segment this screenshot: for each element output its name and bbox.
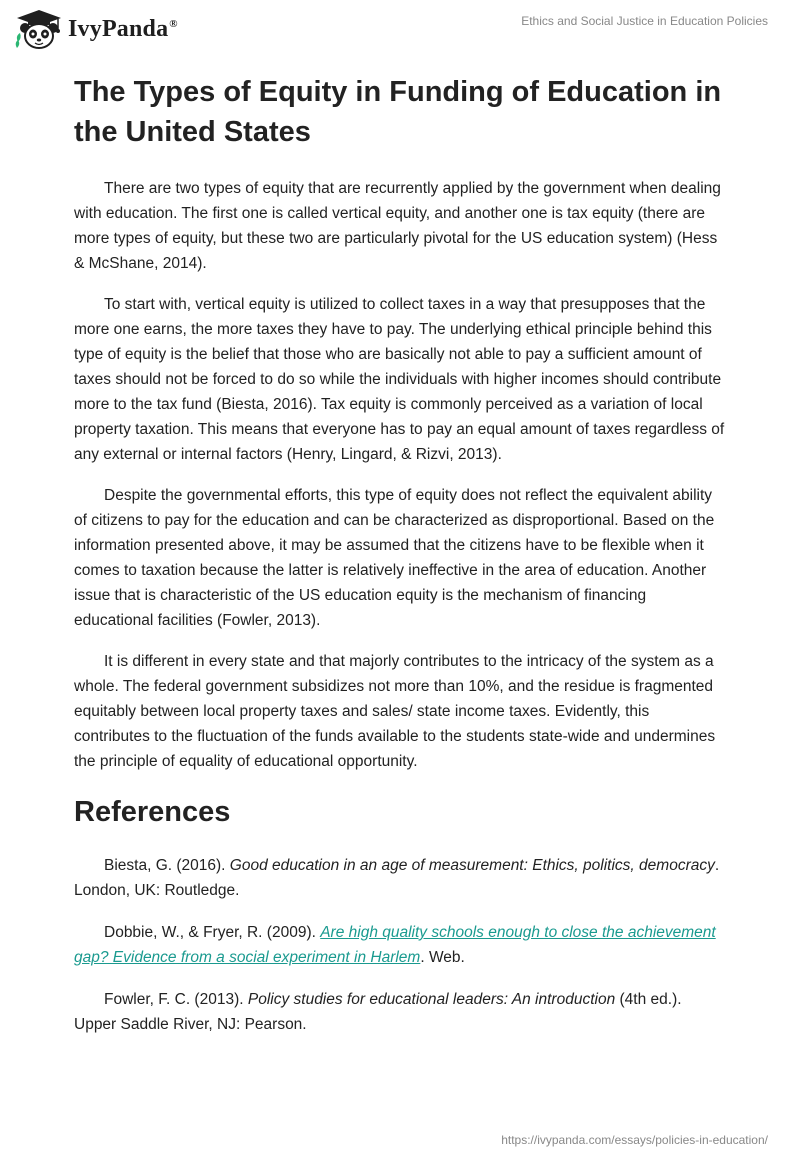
article-content xyxy=(74,72,728,1054)
article-paragraph-1: There are two types of equity that are recurrently applied by the government when dealing with education. The first one is called vertical equity, and another one is tax equity (there are more types of equity, but these two are particularly pivotal for the US education system) (Hess & McShane, 2014). xyxy=(74,180,721,272)
article-title: The Types of Equity in Funding of Education in the United States xyxy=(74,76,722,148)
running-title: Ethics and Social Justice in Education Policies xyxy=(521,14,768,28)
ivypanda-logo[interactable] xyxy=(14,8,178,50)
reference-title: Policy studies for educational leaders: An introduction xyxy=(247,991,616,1008)
article-paragraph-3: Despite the governmental efforts, this type of equity does not reflect the equivalent ability of citizens to pay for the education and can be characterized as disproportional. Based on the information presented above, it may be assumed that the citizens have to be flexible when it comes to taxation because the latter is relatively ineffective in the area of education. Another issue that is characteristic of the US education equity is the mechanism of financing educational facilities (Fowler, 2013). xyxy=(74,487,715,629)
reference-item-biesta: Biesta, G. (2016). Good education in an age of measurement: Ethics, politics, democracy. London, UK: Routledge. xyxy=(74,857,720,899)
article-paragraph-4: It is different in every state and that majorly contributes to the intricacy of the system as a whole. The federal government subsidizes not more than 10%, and the residue is fragmented equitably between local property taxes and sales/ state income taxes. Evidently, this contributes to the fluctuation of the funds available to the students state-wide and undermines the principle of equality of educational opportunity. xyxy=(74,653,716,770)
logo-wordmark: IvyPanda® xyxy=(68,15,178,42)
references-heading: References xyxy=(74,796,231,828)
reference-item-fowler: Fowler, F. C. (2013). Policy studies for educational leaders: An introduction (4th ed.). Upper Saddle River, NJ: Pearson. xyxy=(74,991,682,1033)
footer-url[interactable]: https://ivypanda.com/essays/policies-in-education/ xyxy=(501,1133,768,1147)
reference-item-dobbie: Dobbie, W., & Fryer, R. (2009). Are high quality schools enough to close the achievement gap? Evidence from a social experiment in Harlem. Web. xyxy=(74,924,716,966)
article-paragraph-2: To start with, vertical equity is utilized to collect taxes in a way that presupposes that the more one earns, the more taxes they have to pay. The underlying ethical principle behind this type of equity is the belief that those who are basically not able to pay a sufficient amount of taxes should not be forced to do so while the individuals with higher incomes should contribute more to the tax fund (Biesta, 2016). Tax equity is commonly perceived as a variation of local property taxation. This means that everyone has to pay an equal amount of taxes regardless of any external or internal factors (Henry, Lingard, & Rizvi, 2013). xyxy=(74,296,725,463)
reference-title: Good education in an age of measurement: Ethics, politics, democracy xyxy=(229,857,715,874)
page-header xyxy=(0,0,800,60)
panda-graduate-icon xyxy=(14,8,64,50)
reference-link[interactable]: Are high quality schools enough to close the achievement gap? Evidence from a social experiment in Harlem xyxy=(74,924,716,966)
